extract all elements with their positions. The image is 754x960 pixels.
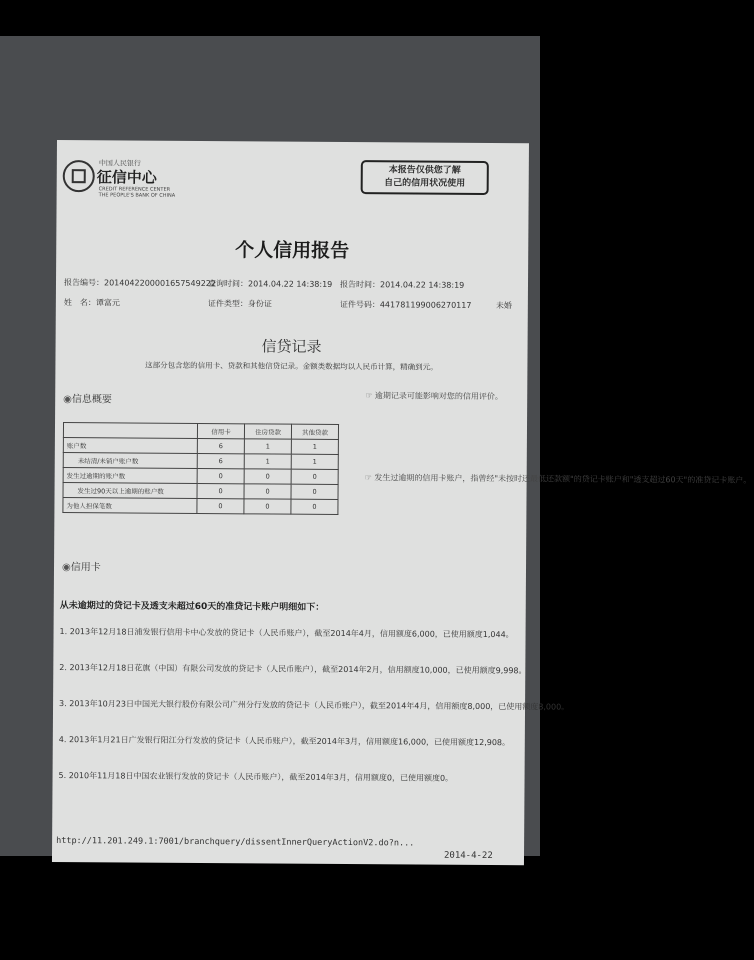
overdue-note	[365, 390, 503, 403]
table-cell: 0	[244, 484, 291, 499]
row-label: 发生过逾期的账户数	[63, 468, 197, 484]
hand-pointer-icon: ☞	[365, 391, 375, 401]
report-number: 报告编号：2014042200001657549222	[63, 278, 217, 289]
table-cell: 0	[197, 483, 244, 498]
table-cell: 1	[244, 454, 291, 469]
list-item: 4. 2013年1月21日广发银行阳江分行发放的贷记卡（人民币账户），截至2014年3月，信用额度16,000，已使用额度12,908。	[58, 735, 511, 748]
row-label: 为他人担保笔数	[63, 498, 197, 514]
footer-url: http://11.201.249.1:7001/branchquery/dissentInnerQueryActionV2.do?n...	[56, 836, 415, 849]
table-header-cell: 信用卡	[197, 423, 244, 438]
query-time: 查询时间：2014.04.22 14:38:19	[207, 279, 333, 289]
org-english-line-2: THE PEOPLE'S BANK OF CHINA	[98, 192, 176, 199]
org-name: 征信中心	[96, 168, 157, 187]
overdue-definition-note	[364, 472, 752, 485]
table-row	[63, 498, 338, 515]
table-cell: 6	[197, 453, 244, 468]
footer-date: 2014-4-22	[443, 850, 493, 862]
stamp-line-2: 自己的信用状况使用	[384, 178, 466, 189]
marital-status: 未婚	[495, 301, 512, 311]
table-cell: 0	[244, 469, 291, 484]
row-label: 发生过90天以上逾期的账户数	[63, 483, 197, 499]
table-cell: 0	[197, 498, 244, 513]
org-small-label: 中国人民银行	[98, 159, 141, 168]
list-item: 2. 2013年12月18日花旗（中国）有限公司发放的贷记卡（人民币账户），截至2014年2月，信用额度10,000，已使用额度9,998。	[59, 663, 527, 676]
section-intro: 这部分包含您的信用卡、贷款和其他信贷记录。金额类数据均以人民币计算，精确到元。	[145, 360, 438, 372]
table-cell: 0	[291, 469, 338, 484]
overdue-note-text: 逾期记录可能影响对您的信用评价。	[374, 391, 503, 402]
usage-stamp	[361, 160, 489, 195]
table-cell: 0	[291, 499, 338, 514]
row-label: 账户数	[63, 438, 197, 454]
table-cell: 0	[197, 468, 244, 483]
table-header-cell	[63, 423, 197, 439]
table-header-cell: 住房贷款	[244, 424, 291, 439]
table-header-cell: 其他贷款	[291, 424, 338, 439]
list-item: 1. 2013年12月18日浦发银行信用卡中心发放的贷记卡（人民币账户），截至2014年4月，信用额度6,000，已使用额度1,044。	[59, 627, 514, 640]
list-item: 5. 2010年11月18日中国农业银行发放的贷记卡（人民币账户），截至2014年3月，信用额度0，已使用额度0。	[58, 771, 454, 783]
hand-pointer-icon: ☞	[364, 473, 375, 483]
overdue-definition-text: 发生过逾期的信用卡账户，指曾经"未按时还最低还款额"的贷记卡账户和"透支超过60天"的准贷记卡账户。	[374, 473, 752, 485]
table-cell: 0	[244, 499, 291, 514]
summary-table	[62, 422, 339, 515]
org-english-line-1: CREDIT REFERENCE CENTER	[98, 186, 171, 193]
row-label: 未结清/未销户账户数	[63, 453, 197, 469]
name-value: 谭富元	[95, 298, 120, 308]
card-subheading: 从未逾期过的贷记卡及透支未超过60天的准贷记卡账户明细如下：	[59, 601, 325, 613]
table-cell: 1	[291, 439, 338, 454]
table-cell: 0	[291, 484, 338, 499]
table-cell: 1	[244, 439, 291, 454]
stamp-line-1: 本报告仅供您了解	[388, 165, 461, 176]
pboc-logo-icon	[63, 160, 95, 192]
credit-report-page	[52, 140, 752, 865]
id-number: 证件号码：441781199006270117	[339, 299, 472, 310]
report-time: 报告时间：2014.04.22 14:38:19	[339, 279, 465, 290]
id-type: 证件类型：身份证	[207, 299, 272, 309]
name-label: 姓 名：	[63, 298, 96, 308]
summary-heading: ◉ 信息概要	[63, 390, 112, 405]
section-title: 信贷记录	[261, 337, 322, 356]
card-heading: ◉ 信用卡	[62, 558, 101, 573]
table-cell: 1	[291, 454, 338, 469]
list-item: 3. 2013年10月23日中国光大银行股份有限公司广州分行发放的贷记卡（人民币账户），截至2014年4月，信用额度8,000，已使用额度8,000。	[59, 699, 570, 712]
table-cell: 6	[197, 438, 244, 453]
report-title: 个人信用报告	[235, 239, 350, 263]
